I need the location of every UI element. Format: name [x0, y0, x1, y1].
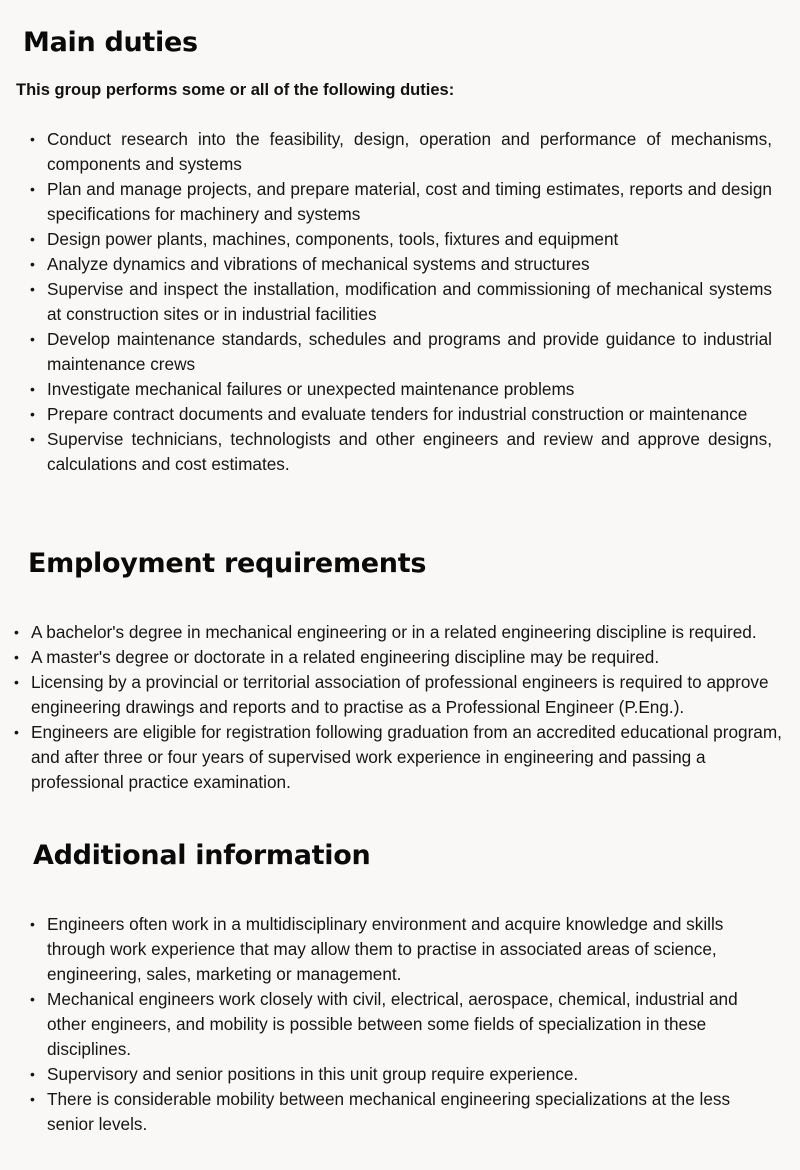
list-item [30, 427, 772, 477]
list-item-text: A master's degree or doctorate in a related engineering discipline may be required. [31, 647, 660, 667]
main-duties-list [30, 127, 772, 477]
list-item-text: Supervisory and senior positions in this unit group require experience. [47, 1064, 579, 1084]
bullet-icon: • [30, 181, 35, 197]
bullet-icon: • [30, 406, 35, 422]
bullet-icon: • [30, 231, 35, 247]
list-item [14, 645, 791, 670]
list-item [30, 127, 772, 177]
bullet-icon: • [30, 256, 35, 272]
list-item [14, 720, 791, 795]
bullet-icon: • [14, 674, 19, 690]
employment-requirements-list [14, 620, 791, 795]
list-item [30, 377, 772, 402]
additional-information-heading: Additional information [33, 840, 371, 871]
bullet-icon: • [30, 1091, 35, 1107]
list-item [14, 670, 791, 720]
additional-information-list [30, 912, 772, 1137]
list-item [30, 252, 772, 277]
list-item-text: Licensing by a provincial or territorial association of professional engineers is required to approve engineering drawings and reports and to practise as a Professional Engineer (P.Eng.). [31, 672, 769, 717]
list-item-text: Plan and manage projects, and prepare material, cost and timing estimates, reports and design specifications for machinery and systems [47, 179, 772, 224]
list-item-text: A bachelor's degree in mechanical engineering or in a related engineering discipline is required. [31, 622, 757, 642]
bullet-icon: • [30, 281, 35, 297]
employment-requirements-heading: Employment requirements [28, 548, 427, 579]
main-duties-heading: Main duties [23, 27, 198, 58]
main-duties-intro: This group performs some or all of the following duties: [16, 81, 455, 99]
list-item [30, 402, 772, 427]
list-item-text: Mechanical engineers work closely with civil, electrical, aerospace, chemical, industrial and other engineers, and mobility is possible between some fields of specialization in these disciplines. [47, 989, 738, 1059]
list-item [30, 1062, 772, 1087]
bullet-icon: • [14, 724, 19, 740]
list-item-text: Conduct research into the feasibility, design, operation and performance of mechanisms, components and systems [47, 129, 772, 174]
bullet-icon: • [30, 331, 35, 347]
list-item-text: Engineers often work in a multidisciplinary environment and acquire knowledge and skills through work experience that may allow them to practise in associated areas of science, engineering, sales, marketing or management. [47, 914, 724, 984]
bullet-icon: • [14, 624, 19, 640]
list-item-text: Supervise and inspect the installation, modification and commissioning of mechanical systems at construction sites or in industrial facilities [47, 279, 772, 324]
list-item-text: Investigate mechanical failures or unexpected maintenance problems [47, 379, 575, 399]
bullet-icon: • [30, 431, 35, 447]
bullet-icon: • [30, 991, 35, 1007]
list-item [30, 227, 772, 252]
bullet-icon: • [30, 1066, 35, 1082]
list-item-text: Develop maintenance standards, schedules and programs and provide guidance to industrial maintenance crews [47, 329, 772, 374]
bullet-icon: • [30, 916, 35, 932]
list-item [30, 277, 772, 327]
bullet-icon: • [14, 649, 19, 665]
list-item [30, 987, 772, 1062]
list-item-text: Engineers are eligible for registration following graduation from an accredited educational program, and after three or four years of supervised work experience in engineering and passing a professional practice examination. [31, 722, 782, 792]
list-item [30, 912, 772, 987]
list-item-text: There is considerable mobility between mechanical engineering specializations at the less senior levels. [47, 1089, 731, 1134]
list-item [30, 1087, 772, 1137]
list-item-text: Analyze dynamics and vibrations of mechanical systems and structures [47, 254, 590, 274]
list-item [14, 620, 791, 645]
bullet-icon: • [30, 381, 35, 397]
list-item [30, 327, 772, 377]
bullet-icon: • [30, 131, 35, 147]
list-item-text: Supervise technicians, technologists and other engineers and review and approve designs, calculations and cost estimates. [47, 429, 772, 474]
list-item-text: Prepare contract documents and evaluate tenders for industrial construction or maintenance [47, 404, 748, 424]
list-item [30, 177, 772, 227]
list-item-text: Design power plants, machines, components, tools, fixtures and equipment [47, 229, 619, 249]
